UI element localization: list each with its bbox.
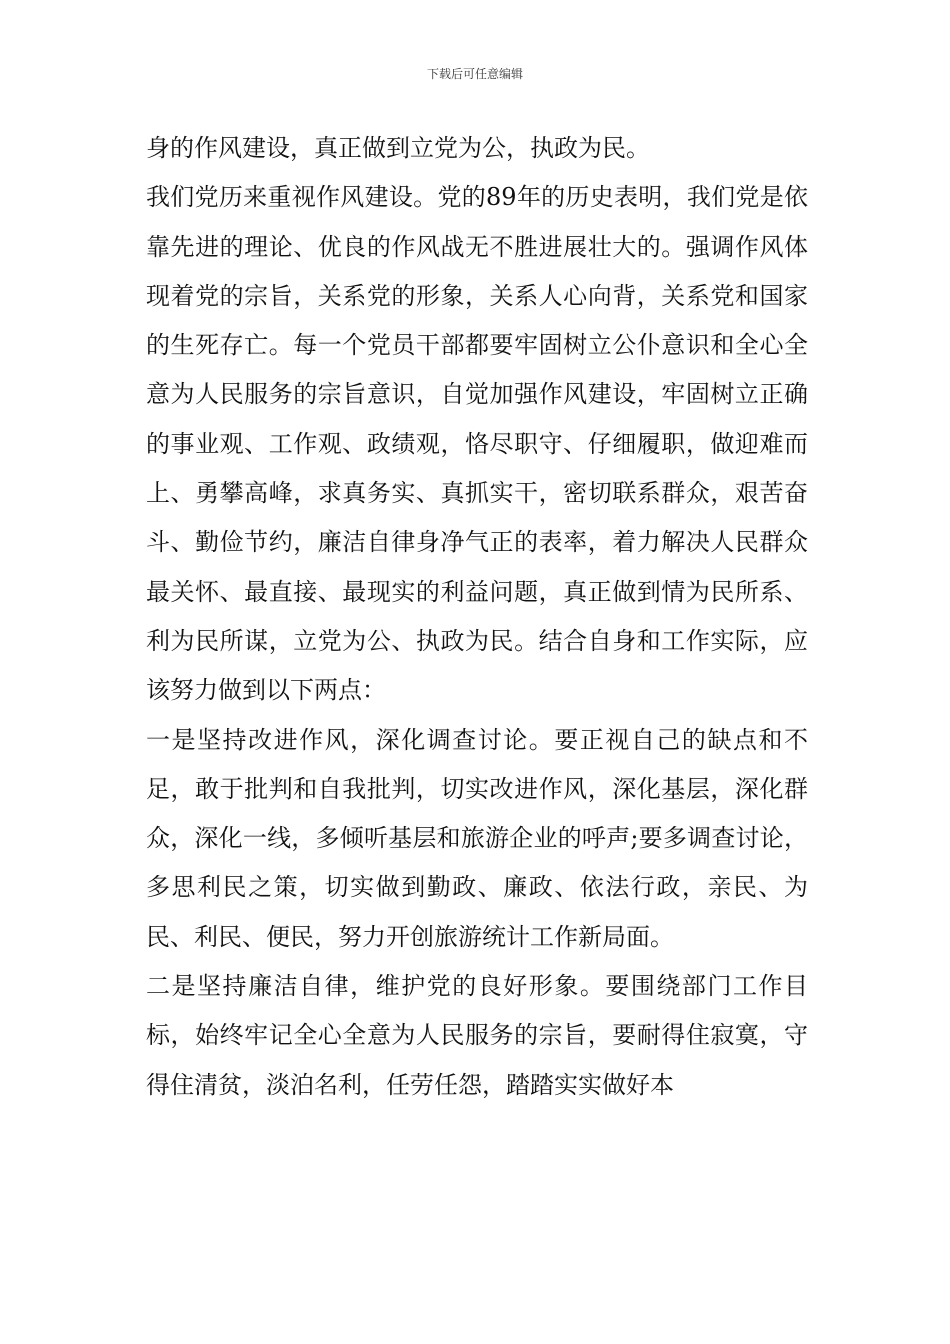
page-header: 下载后可任意编辑 (426, 67, 523, 81)
paragraph-1: 身的作风建设，真正做到立党为公，执政为民。 (146, 134, 650, 162)
paragraph-2: 我们党历来重视作风建设。党的89年的历史表明，我们党是依靠先进的理论、优良的作风战无不胜进展壮大的。强调作风体现着党的宗旨，关系党的形象，关系人心向背，关系党和国家的生死存亡。每一个党员干部都要牢固树立公仆意识和全心全意为人民服务的宗旨意识，自觉加强作风建设，牢固树立正确的事业观、工作观、政绩观，恪尽职守、仔细履职，做迎难而上、勇攀高峰，求真务实、真抓实干，密切联系群众，艰苦奋斗、勤俭节约，廉洁自律身净气正的表率，着力解决人民群众最关怀、最直接、最现实的利益问题，真正做到情为民所系、利为民所谋，立党为公、执政为民。结合自身和工作实际，应该努力做到以下两点： (146, 183, 808, 705)
paragraph-4: 二是坚持廉洁自律，维护党的良好形象。要围绕部门工作目标，始终牢记全心全意为人民服务的宗旨，要耐得住寂寞，守得住清贫，淡泊名利，任劳任怨，踏踏实实做好本 (146, 972, 808, 1099)
paragraph-3: 一是坚持改进作风，深化调查讨论。要正视自己的缺点和不足，敢于批判和自我批判，切实改进作风，深化基层，深化群众，深化一线，多倾听基层和旅游企业的呼声;要多调查讨论，多思利民之策，切实做到勤政、廉政、依法行政，亲民、为民、利民、便民，努力开创旅游统计工作新局面。 (146, 725, 808, 951)
document-body (146, 124, 808, 1110)
